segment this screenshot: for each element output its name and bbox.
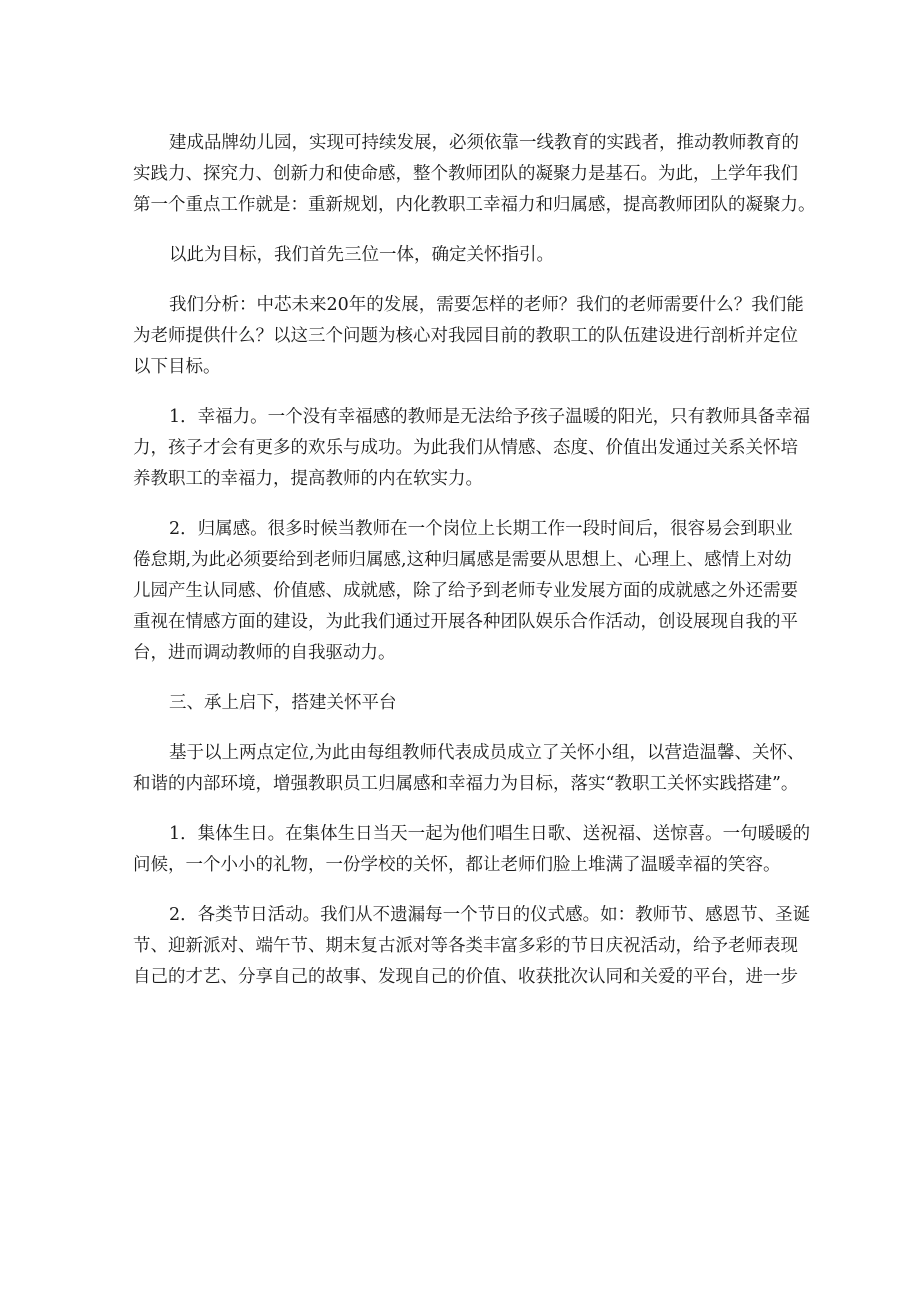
text-line: 问候，一个小小的礼物，一份学校的关怀，都让老师们脸上堆满了温暖幸福的笑容。 xyxy=(133,855,781,875)
text-line: 台，进而调动教师的自我驱动力。 xyxy=(133,643,396,663)
text-line: 自己的才艺、分享自己的故事、发现自己的价值、收获批次认同和关爱的平台，进一步 xyxy=(133,967,798,987)
paragraph-belonging xyxy=(133,514,798,669)
text-line: 基于以上两点定位,为此由每组教师代表成员成立了关怀小组，以营造温馨、关怀、 xyxy=(169,743,805,763)
text-line: 儿园产生认同感、价值感、成就感，除了给予到老师专业发展方面的成就感之外还需要 xyxy=(133,581,798,601)
text-line: 2．归属感。很多时候当教师在一个岗位上长期工作一段时间后，很容易会到职业 xyxy=(169,519,793,539)
text-line: 重视在情感方面的建设，为此我们通过开展各种团队娱乐合作活动，创设展现自我的平 xyxy=(133,612,798,632)
paragraph-happiness xyxy=(133,402,811,495)
text-line: 三、承上启下，搭建关怀平台 xyxy=(169,693,397,713)
text-line: 第一个重点工作就是：重新规划，内化教职工幸福力和归属感，提高教师团队的凝聚力。 xyxy=(133,195,816,215)
text-line: 为老师提供什么？以这三个问题为核心对我园目前的教职工的队伍建设进行剖析并定位 xyxy=(133,326,798,346)
text-line: 和谐的内部环境，增强教职员工归属感和幸福力为目标，落实“教职工关怀实践搭建”。 xyxy=(133,774,799,794)
text-line: 1．集体生日。在集体生日当天一起为他们唱生日歌、送祝福、送惊喜。一句暖暖的 xyxy=(169,824,811,844)
text-line: 养教职工的幸福力，提高教师的内在软实力。 xyxy=(133,469,483,489)
text-line: 2．各类节日活动。我们从不遗漏每一个节日的仪式感。如：教师节、感恩节、圣诞 xyxy=(169,905,811,925)
section-heading xyxy=(133,688,798,719)
text-line: 节、迎新派对、端午节、期末复古派对等各类丰富多彩的节日庆祝活动，给予老师表现 xyxy=(133,936,798,956)
paragraph-brand-kindergarten xyxy=(133,128,816,221)
paragraph-care-group xyxy=(133,738,805,800)
text-line: 建成品牌幼儿园，实现可持续发展，必须依靠一线教育的实践者，推动教师教育的 xyxy=(169,133,799,153)
paragraph-analysis xyxy=(133,290,804,383)
text-line: 倦怠期,为此必须要给到老师归属感,这种归属感是需要从思想上、心理上、感情上对幼 xyxy=(133,550,792,570)
text-line: 我们分析：中芯未来20年的发展，需要怎样的老师？我们的老师需要什么？我们能 xyxy=(169,295,804,315)
paragraph-holiday-activities xyxy=(133,900,811,993)
text-line: 实践力、探究力、创新力和使命感，整个教师团队的凝聚力是基石。为此，上学年我们 xyxy=(133,164,798,184)
text-line: 1．幸福力。一个没有幸福感的教师是无法给予孩子温暖的阳光，只有教师具备幸福 xyxy=(169,407,811,427)
text-line: 以此为目标，我们首先三位一体，确定关怀指引。 xyxy=(169,245,554,265)
text-line: 力，孩子才会有更多的欢乐与成功。为此我们从情感、态度、价值出发通过关系关怀培 xyxy=(133,438,798,458)
document-body xyxy=(133,128,816,1012)
paragraph-group-birthday xyxy=(133,819,811,881)
paragraph-goal xyxy=(133,240,798,271)
text-line: 以下目标。 xyxy=(133,357,221,377)
